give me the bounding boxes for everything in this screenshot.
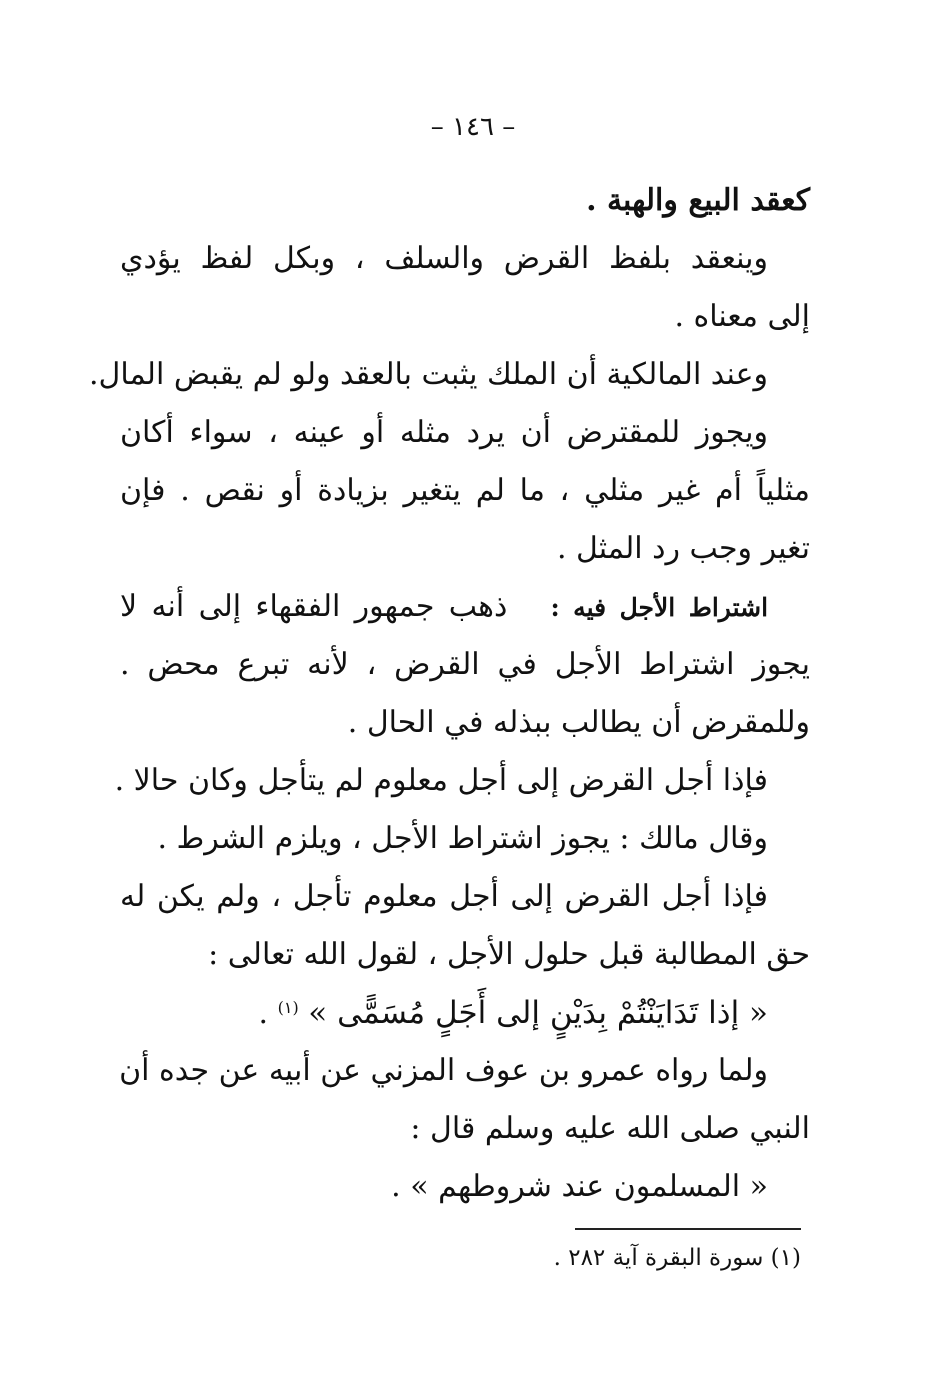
footnote-divider <box>575 1228 801 1230</box>
text-line: مثلياً أم غير مثلي ، ما لم يتغير بزيادة أو نقص . فإن <box>120 473 810 508</box>
text-line: يجوز اشتراط الأجل في القرض ، لأنه تبرع محض . <box>120 647 810 682</box>
text-line: وينعقد بلفظ القرض والسلف ، وبكل لفظ يؤدي <box>120 241 768 276</box>
text-line: كعقد البيع والهبة . <box>586 183 810 218</box>
text-line: ذهب جمهور الفقهاء إلى أنه لا <box>120 589 508 624</box>
text-line: ولما رواه عمرو بن عوف المزني عن أبيه عن جده أن <box>119 1053 768 1088</box>
text-line: وعند المالكية أن الملك يثبت بالعقد ولو لم يقبض المال. <box>88 357 768 392</box>
text-line: النبي صلى الله عليه وسلم قال : <box>410 1111 810 1146</box>
section-heading: اشتراط الأجل فيه : <box>550 593 769 622</box>
text-line: وللمقرض أن يطالب ببذله في الحال . <box>347 705 810 740</box>
text-line: « المسلمون عند شروطهم » . <box>391 1169 768 1204</box>
body-text <box>88 172 810 1216</box>
text-line: فإذا أجل القرض إلى أجل معلوم تأجل ، ولم يكن له <box>120 879 768 914</box>
text-line: ويجوز للمقترض أن يرد مثله أو عينه ، سواء أكان <box>120 415 768 450</box>
page-number: – ١٤٦ – <box>430 112 516 142</box>
footnote: (١) سورة البقرة آية ٢٨٢ . <box>553 1245 801 1271</box>
text-line: وقال مالك : يجوز اشتراط الأجل ، ويلزم الشرط . <box>157 821 768 856</box>
verse-period: . <box>258 996 269 1031</box>
quran-verse: « إذا تَدَايَنْتُمْ بِدَيْنٍ إلى أَجَلٍ مُسَمًّى » <box>308 995 768 1031</box>
heading-line <box>120 578 810 636</box>
text-line: إلى معناه . <box>674 299 810 334</box>
footnote-ref: (١) <box>277 998 299 1017</box>
verse-line <box>120 984 810 1042</box>
text-line: تغير وجب رد المثل . <box>556 531 810 566</box>
text-line: حق المطالبة قبل حلول الأجل ، لقول الله تعالى : <box>208 937 810 972</box>
text-line: فإذا أجل القرض إلى أجل معلوم لم يتأجل وكان حالا . <box>114 763 768 798</box>
